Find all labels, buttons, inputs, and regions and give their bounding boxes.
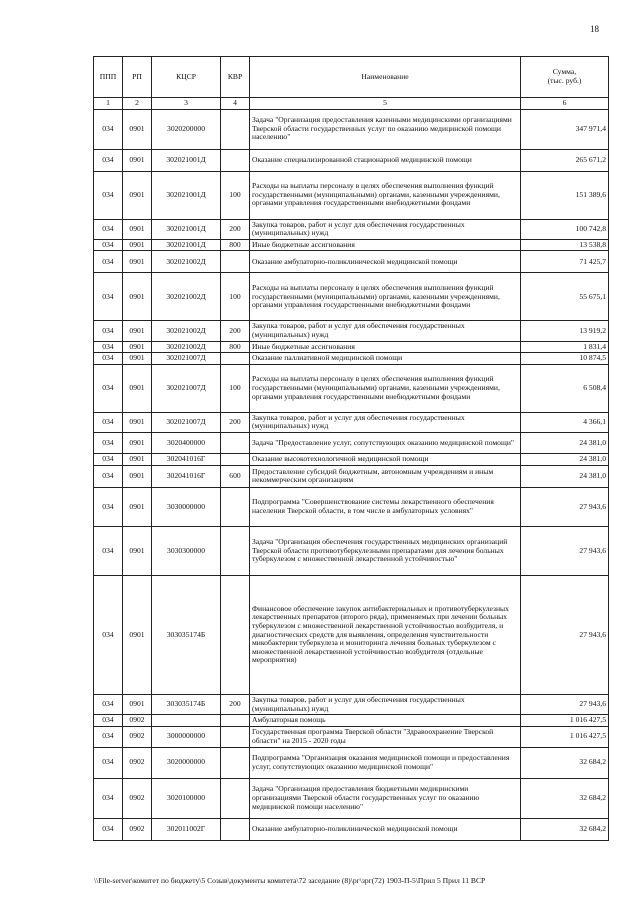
table-row xyxy=(94,364,609,412)
cell-kcsr: 302021001Д xyxy=(152,239,221,251)
cell-ppp: 034 xyxy=(94,747,123,778)
table-row xyxy=(94,778,609,818)
budget-table xyxy=(93,56,609,841)
table-row xyxy=(94,818,609,840)
column-number: 2 xyxy=(123,98,152,110)
cell-kcsr: 302021007Д xyxy=(152,353,221,365)
cell-kcsr: 302021001Д xyxy=(152,171,221,219)
cell-kvr xyxy=(221,487,250,526)
cell-sum: 6 508,4 xyxy=(521,364,609,412)
cell-ppp: 034 xyxy=(94,251,123,273)
cell-kvr: 200 xyxy=(221,412,250,432)
cell-ppp: 034 xyxy=(94,353,123,365)
table-row xyxy=(94,465,609,487)
cell-name: Иные бюджетные ассигнования xyxy=(250,341,521,353)
cell-rp: 0901 xyxy=(123,341,152,353)
cell-kcsr: 302021001Д xyxy=(152,149,221,171)
header-kvr: КВР xyxy=(221,57,250,98)
cell-kvr: 200 xyxy=(221,219,250,239)
cell-kcsr: 302021002Д xyxy=(152,341,221,353)
cell-kcsr: 302021001Д xyxy=(152,219,221,239)
cell-kvr: 800 xyxy=(221,341,250,353)
cell-ppp: 034 xyxy=(94,321,123,341)
table-row xyxy=(94,239,609,251)
cell-rp: 0901 xyxy=(123,353,152,365)
cell-ppp: 034 xyxy=(94,487,123,526)
cell-kcsr: 3020000000 xyxy=(152,747,221,778)
cell-ppp: 034 xyxy=(94,726,123,747)
cell-name: Оказание высокотехнологичной медицинской помощи xyxy=(250,453,521,465)
table-row xyxy=(94,109,609,149)
cell-name: Оказание амбулаторно-поликлинической медицинской помощи xyxy=(250,818,521,840)
cell-ppp: 034 xyxy=(94,412,123,432)
cell-ppp: 034 xyxy=(94,694,123,714)
cell-rp: 0901 xyxy=(123,412,152,432)
header-sum-line1: Сумма, xyxy=(552,67,577,77)
table-row xyxy=(94,694,609,714)
table-row xyxy=(94,321,609,341)
header-ppp: ППП xyxy=(94,57,123,98)
cell-sum: 32 684,2 xyxy=(521,778,609,818)
cell-ppp: 034 xyxy=(94,575,123,694)
cell-kcsr: 302021002Д xyxy=(152,273,221,321)
cell-name: Амбулаторная помощь xyxy=(250,715,521,727)
cell-name: Оказание амбулаторно-поликлинической медицинской помощи xyxy=(250,251,521,273)
cell-kcsr: 303035174Б xyxy=(152,575,221,694)
page-number: 18 xyxy=(590,24,599,34)
cell-sum: 4 366,1 xyxy=(521,412,609,432)
table-row xyxy=(94,171,609,219)
cell-rp: 0901 xyxy=(123,273,152,321)
cell-sum: 32 684,2 xyxy=(521,818,609,840)
cell-rp: 0901 xyxy=(123,219,152,239)
cell-kcsr: 302021002Д xyxy=(152,251,221,273)
cell-name: Оказание специализированной стационарной медицинской помощи xyxy=(250,149,521,171)
cell-ppp: 034 xyxy=(94,715,123,727)
cell-name: Расходы на выплаты персоналу в целях обеспечения выполнения функций государственными (муниципальными) органами, казенными учреждениями, органами управления государственными внебюджетными фондами xyxy=(250,364,521,412)
cell-kvr xyxy=(221,715,250,727)
cell-ppp: 034 xyxy=(94,219,123,239)
cell-sum: 71 425,7 xyxy=(521,251,609,273)
cell-sum: 27 943,6 xyxy=(521,487,609,526)
cell-kcsr: 302021002Д xyxy=(152,321,221,341)
cell-kvr: 100 xyxy=(221,364,250,412)
cell-kvr xyxy=(221,726,250,747)
cell-ppp: 034 xyxy=(94,149,123,171)
cell-rp: 0901 xyxy=(123,171,152,219)
cell-kvr xyxy=(221,747,250,778)
cell-rp: 0901 xyxy=(123,432,152,453)
cell-ppp: 034 xyxy=(94,273,123,321)
table-row xyxy=(94,526,609,575)
cell-rp: 0901 xyxy=(123,251,152,273)
table-row xyxy=(94,726,609,747)
cell-name: Оказание паллиативной медицинской помощи xyxy=(250,353,521,365)
column-number: 1 xyxy=(94,98,123,110)
cell-rp: 0901 xyxy=(123,526,152,575)
cell-rp: 0902 xyxy=(123,726,152,747)
table-row xyxy=(94,353,609,365)
cell-sum: 13 919,2 xyxy=(521,321,609,341)
cell-rp: 0902 xyxy=(123,747,152,778)
table-row xyxy=(94,453,609,465)
cell-kvr xyxy=(221,109,250,149)
cell-sum: 347 971,4 xyxy=(521,109,609,149)
header-sum xyxy=(521,57,609,98)
table-row xyxy=(94,432,609,453)
cell-ppp: 034 xyxy=(94,239,123,251)
cell-rp: 0902 xyxy=(123,715,152,727)
cell-sum: 13 538,8 xyxy=(521,239,609,251)
table-row xyxy=(94,715,609,727)
cell-ppp: 034 xyxy=(94,778,123,818)
cell-name: Расходы на выплаты персоналу в целях обеспечения выполнения функций государственными (муниципальными) органами, казенными учреждениями, органами управления государственными внебюджетными фондами xyxy=(250,171,521,219)
cell-kcsr: 3020200000 xyxy=(152,109,221,149)
cell-rp: 0901 xyxy=(123,149,152,171)
cell-kvr: 600 xyxy=(221,465,250,487)
cell-name: Финансовое обеспечение закупок антибактериальных и противотуберкулезных лекарственных препаратов (второго ряда), применяемых при лечении больных туберкулезом с множественной лекарственной устойчивостью возбудителя, и диагностических средств для выявления, определения чувствительности микобактерии туберкулеза и мониторинга лечения больных туберкулезом с множественной лекарственной устойчивостью возбудителя (отдельные мероприятия) xyxy=(250,575,521,694)
cell-name: Закупка товаров, работ и услуг для обеспечения государственных (муниципальных) нужд xyxy=(250,219,521,239)
cell-rp: 0901 xyxy=(123,364,152,412)
cell-rp: 0901 xyxy=(123,487,152,526)
cell-name: Подпрограмма "Организация оказания медицинской помощи и предоставления услуг, сопутствующих оказанию медицинской помощи" xyxy=(250,747,521,778)
cell-kvr xyxy=(221,526,250,575)
cell-name: Предоставление субсидий бюджетным, автономным учреждениям и иным некоммерческим организациям xyxy=(250,465,521,487)
cell-name: Задача "Организация предоставления казенными медицинскими организациями Тверской области государственных услуг по оказанию медицинской помощи населению" xyxy=(250,109,521,149)
cell-kcsr: 302021007Д xyxy=(152,364,221,412)
cell-kcsr: 302021007Д xyxy=(152,412,221,432)
cell-kvr: 800 xyxy=(221,239,250,251)
cell-sum: 32 684,2 xyxy=(521,747,609,778)
cell-kvr xyxy=(221,453,250,465)
cell-ppp: 034 xyxy=(94,818,123,840)
cell-kvr xyxy=(221,149,250,171)
table-row xyxy=(94,412,609,432)
cell-sum: 27 943,6 xyxy=(521,526,609,575)
cell-kvr: 200 xyxy=(221,694,250,714)
cell-kcsr: 302041016Г xyxy=(152,453,221,465)
cell-kvr xyxy=(221,778,250,818)
cell-rp: 0901 xyxy=(123,453,152,465)
header-name: Наименование xyxy=(250,57,521,98)
cell-ppp: 034 xyxy=(94,364,123,412)
cell-rp: 0901 xyxy=(123,109,152,149)
cell-name: Государственная программа Тверской области "Здравоохранение Тверской области" на 2015 - 2020 годы xyxy=(250,726,521,747)
cell-kcsr: 3030300000 xyxy=(152,526,221,575)
cell-name: Закупка товаров, работ и услуг для обеспечения государственных (муниципальных) нужд xyxy=(250,321,521,341)
cell-name: Задача "Организация предоставления бюджетными медицинскими организациями Тверской области государственных услуг по оказанию медицинской помощи населению" xyxy=(250,778,521,818)
cell-ppp: 034 xyxy=(94,465,123,487)
cell-sum: 151 389,6 xyxy=(521,171,609,219)
column-number: 4 xyxy=(221,98,250,110)
table-row xyxy=(94,251,609,273)
cell-ppp: 034 xyxy=(94,341,123,353)
cell-kvr xyxy=(221,251,250,273)
cell-kvr: 100 xyxy=(221,273,250,321)
cell-rp: 0901 xyxy=(123,321,152,341)
column-number: 3 xyxy=(152,98,221,110)
table-row xyxy=(94,487,609,526)
header-rp: РП xyxy=(123,57,152,98)
cell-sum: 24 381,0 xyxy=(521,432,609,453)
cell-name: Закупка товаров, работ и услуг для обеспечения государственных (муниципальных) нужд xyxy=(250,412,521,432)
cell-sum: 24 381,0 xyxy=(521,453,609,465)
cell-rp: 0901 xyxy=(123,465,152,487)
cell-rp: 0901 xyxy=(123,694,152,714)
header-kcsr: КЦСР xyxy=(152,57,221,98)
cell-sum: 1 831,4 xyxy=(521,341,609,353)
cell-ppp: 034 xyxy=(94,453,123,465)
cell-sum: 265 671,2 xyxy=(521,149,609,171)
cell-rp: 0902 xyxy=(123,778,152,818)
cell-kvr: 100 xyxy=(221,171,250,219)
table-row xyxy=(94,219,609,239)
table-row xyxy=(94,341,609,353)
table-row xyxy=(94,747,609,778)
cell-name: Закупка товаров, работ и услуг для обеспечения государственных (муниципальных) нужд xyxy=(250,694,521,714)
column-number: 6 xyxy=(521,98,609,110)
file-path-footer: \\File-server\комитет по бюджету\5 Созыв\документы комитета\72 заседание (8)\рг\зрг(72) 1903-П-5\Прил 5 Прил 11 ВСР xyxy=(94,876,486,885)
column-number: 5 xyxy=(250,98,521,110)
cell-ppp: 034 xyxy=(94,171,123,219)
cell-kcsr: 3030000000 xyxy=(152,487,221,526)
cell-sum: 27 943,6 xyxy=(521,575,609,694)
cell-rp: 0901 xyxy=(123,239,152,251)
table-row xyxy=(94,575,609,694)
table-row xyxy=(94,273,609,321)
cell-kvr: 200 xyxy=(221,321,250,341)
cell-ppp: 034 xyxy=(94,432,123,453)
cell-name: Задача "Предоставление услуг, сопутствующих оказанию медицинской помощи" xyxy=(250,432,521,453)
cell-kvr xyxy=(221,432,250,453)
column-number-row xyxy=(94,98,609,110)
header-sum-line2: (тыс. руб.) xyxy=(547,76,582,85)
cell-kcsr: 3000000000 xyxy=(152,726,221,747)
cell-rp: 0901 xyxy=(123,575,152,694)
cell-sum: 10 874,5 xyxy=(521,353,609,365)
cell-sum: 1 016 427,5 xyxy=(521,726,609,747)
cell-name: Расходы на выплаты персоналу в целях обеспечения выполнения функций государственными (муниципальными) органами, казенными учреждениями, органами управления государственными внебюджетными фондами xyxy=(250,273,521,321)
cell-kcsr xyxy=(152,715,221,727)
cell-ppp: 034 xyxy=(94,526,123,575)
cell-kcsr: 302011002Г xyxy=(152,818,221,840)
cell-sum: 55 675,1 xyxy=(521,273,609,321)
cell-sum: 27 943,6 xyxy=(521,694,609,714)
cell-sum: 100 742,8 xyxy=(521,219,609,239)
cell-kvr xyxy=(221,353,250,365)
cell-kcsr: 3020400000 xyxy=(152,432,221,453)
cell-kvr xyxy=(221,818,250,840)
cell-sum: 1 016 427,5 xyxy=(521,715,609,727)
cell-kcsr: 302041016Г xyxy=(152,465,221,487)
table-header-row xyxy=(94,57,609,98)
cell-name: Подпрограмма "Совершенствование системы лекарственного обеспечения населения Тверской области, в том числе в амбулаторных условиях" xyxy=(250,487,521,526)
cell-kcsr: 3020100000 xyxy=(152,778,221,818)
table-row xyxy=(94,149,609,171)
cell-kvr xyxy=(221,575,250,694)
cell-sum: 24 381,0 xyxy=(521,465,609,487)
cell-name: Иные бюджетные ассигнования xyxy=(250,239,521,251)
cell-rp: 0902 xyxy=(123,818,152,840)
cell-kcsr: 303035174Б xyxy=(152,694,221,714)
cell-ppp: 034 xyxy=(94,109,123,149)
cell-name: Задача "Организация обеспечения государственных медицинских организаций Тверской области противотуберкулезными препаратами для лечения больных туберкулезом с множественной лекарственной устойчивостью" xyxy=(250,526,521,575)
